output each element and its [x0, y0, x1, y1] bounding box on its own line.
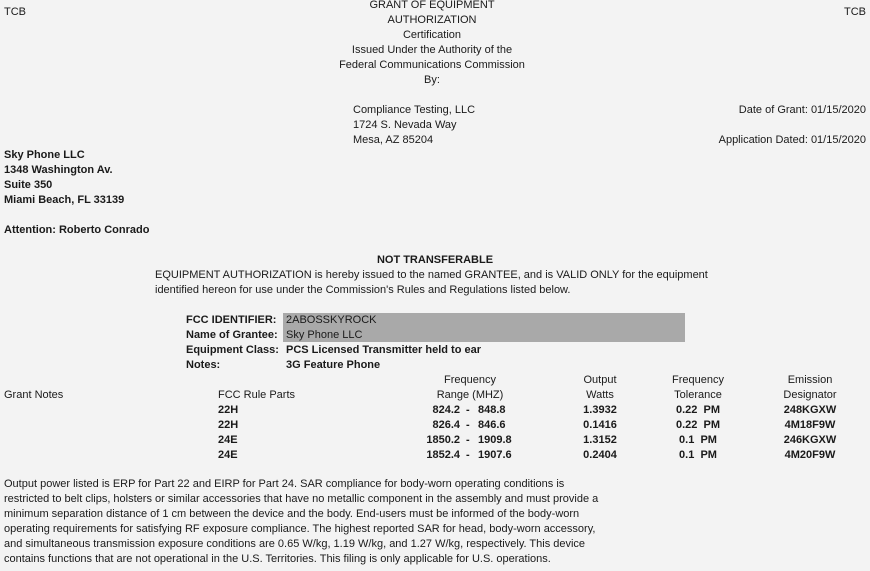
grant-notes-paragraph: Output power listed is ERP for Part 22 and EIRP for Part 24. SAR compliance for body-worn operating conditions is restricted to belt clips, holsters or similar accessories that have no metallic component in the assembly and must provide a minimum separation distance of 1 cm between the device and the body. End-users must be informed of the body-worn operating requirements for satisfying RF exposure compliance. The highest reported SAR for head, body-worn accessory, and simultaneous transmission exposure conditions are 0.65 W/kg, 1.19 W/kg, and 1.27 W/kg, respectively. This device contains functions that are not operational in the U.S. Territories. This filing is only applicable for U.S. operations.	[4, 478, 599, 565]
grantee-street: 1348 Washington Av.	[4, 164, 113, 176]
grantee-name-label: Name of Grantee:	[186, 329, 278, 341]
header-line-6: By:	[424, 74, 440, 86]
tolerance-cell: 0.1 PM	[679, 449, 717, 461]
fcc-identifier-label: FCC IDENTIFIER:	[186, 314, 277, 326]
rule-part-cell: 22H	[218, 404, 239, 416]
emission-cell: 4M20F9W	[784, 449, 836, 461]
header-line-4: Issued Under the Authority of the	[351, 44, 513, 56]
application-date: Application Dated: 01/15/2020	[718, 134, 866, 146]
grantee-city: Miami Beach, FL 33139	[4, 194, 125, 206]
tolerance-header-top: Frequency	[672, 374, 724, 386]
freq-high-cell: 1907.6	[478, 449, 512, 461]
attention-line: Attention: Roberto Conrado	[4, 224, 150, 236]
equipment-class-value: PCS Licensed Transmitter held to ear	[286, 344, 482, 356]
grantee-suite: Suite 350	[4, 179, 53, 191]
grantee-name: Sky Phone LLC	[4, 149, 85, 161]
rule-part-cell: 22H	[218, 419, 239, 431]
tcb-label-right: TCB	[844, 6, 866, 18]
output-header-top: Output	[583, 374, 617, 386]
notes-label: Notes:	[186, 359, 221, 371]
freq-low-cell: 1850.2	[426, 434, 460, 446]
notes-value: 3G Feature Phone	[286, 359, 381, 371]
tolerance-cell: 0.22 PM	[675, 419, 721, 431]
output-watts-cell: 1.3932	[583, 404, 617, 416]
emission-header-bottom: Designator	[783, 389, 837, 401]
not-transferable: NOT TRANSFERABLE	[376, 254, 494, 266]
issuer-city: Mesa, AZ 85204	[353, 134, 434, 146]
tolerance-cell: 0.22 PM	[675, 404, 721, 416]
frequency-header-bottom: Range (MHZ)	[436, 389, 504, 401]
output-watts-cell: 1.3152	[583, 434, 617, 446]
freq-low-cell: 826.4	[432, 419, 460, 431]
tolerance-header-bottom: Tolerance	[674, 389, 722, 401]
header-line-5: Federal Communications Commission	[339, 59, 525, 71]
header-line-1: GRANT OF EQUIPMENT	[369, 0, 495, 11]
equipment-class-label: Equipment Class:	[186, 344, 279, 356]
emission-cell: 4M18F9W	[784, 419, 836, 431]
rule-part-cell: 24E	[218, 434, 238, 446]
emission-header-top: Emission	[787, 374, 833, 386]
issuer-street: 1724 S. Nevada Way	[353, 119, 457, 131]
freq-low-cell: 1852.4	[426, 449, 460, 461]
grantee-name-value: Sky Phone LLC	[286, 329, 363, 341]
output-header-bottom: Watts	[586, 389, 614, 401]
frequency-header-top: Frequency	[444, 374, 496, 386]
header-line-3: Certification	[402, 29, 462, 41]
issuer-name: Compliance Testing, LLC	[353, 104, 476, 116]
rule-part-cell: 24E	[218, 449, 238, 461]
header-line-2: AUTHORIZATION	[387, 14, 477, 26]
rule-parts-header: FCC Rule Parts	[218, 389, 296, 401]
tcb-label-left: TCB	[4, 6, 26, 18]
emission-cell: 246KGXW	[783, 434, 837, 446]
tolerance-cell: 0.1 PM	[679, 434, 717, 446]
output-watts-cell: 0.1416	[583, 419, 617, 431]
date-of-grant: Date of Grant: 01/15/2020	[738, 104, 866, 116]
grant-notes-header: Grant Notes	[4, 389, 64, 401]
output-watts-cell: 0.2404	[583, 449, 617, 461]
authorization-text-line-1: EQUIPMENT AUTHORIZATION is hereby issued to the named GRANTEE, and is VALID ONLY for the equipment	[155, 269, 708, 281]
freq-low-cell: 824.2	[432, 404, 460, 416]
emission-cell: 248KGXW	[783, 404, 837, 416]
authorization-text-line-2: identified hereon for use under the Commission's Rules and Regulations listed below.	[155, 284, 571, 296]
freq-high-cell: 1909.8	[478, 434, 512, 446]
freq-high-cell: 846.6	[478, 419, 506, 431]
freq-high-cell: 848.8	[478, 404, 506, 416]
fcc-identifier-value: 2ABOSSKYROCK	[286, 314, 377, 326]
